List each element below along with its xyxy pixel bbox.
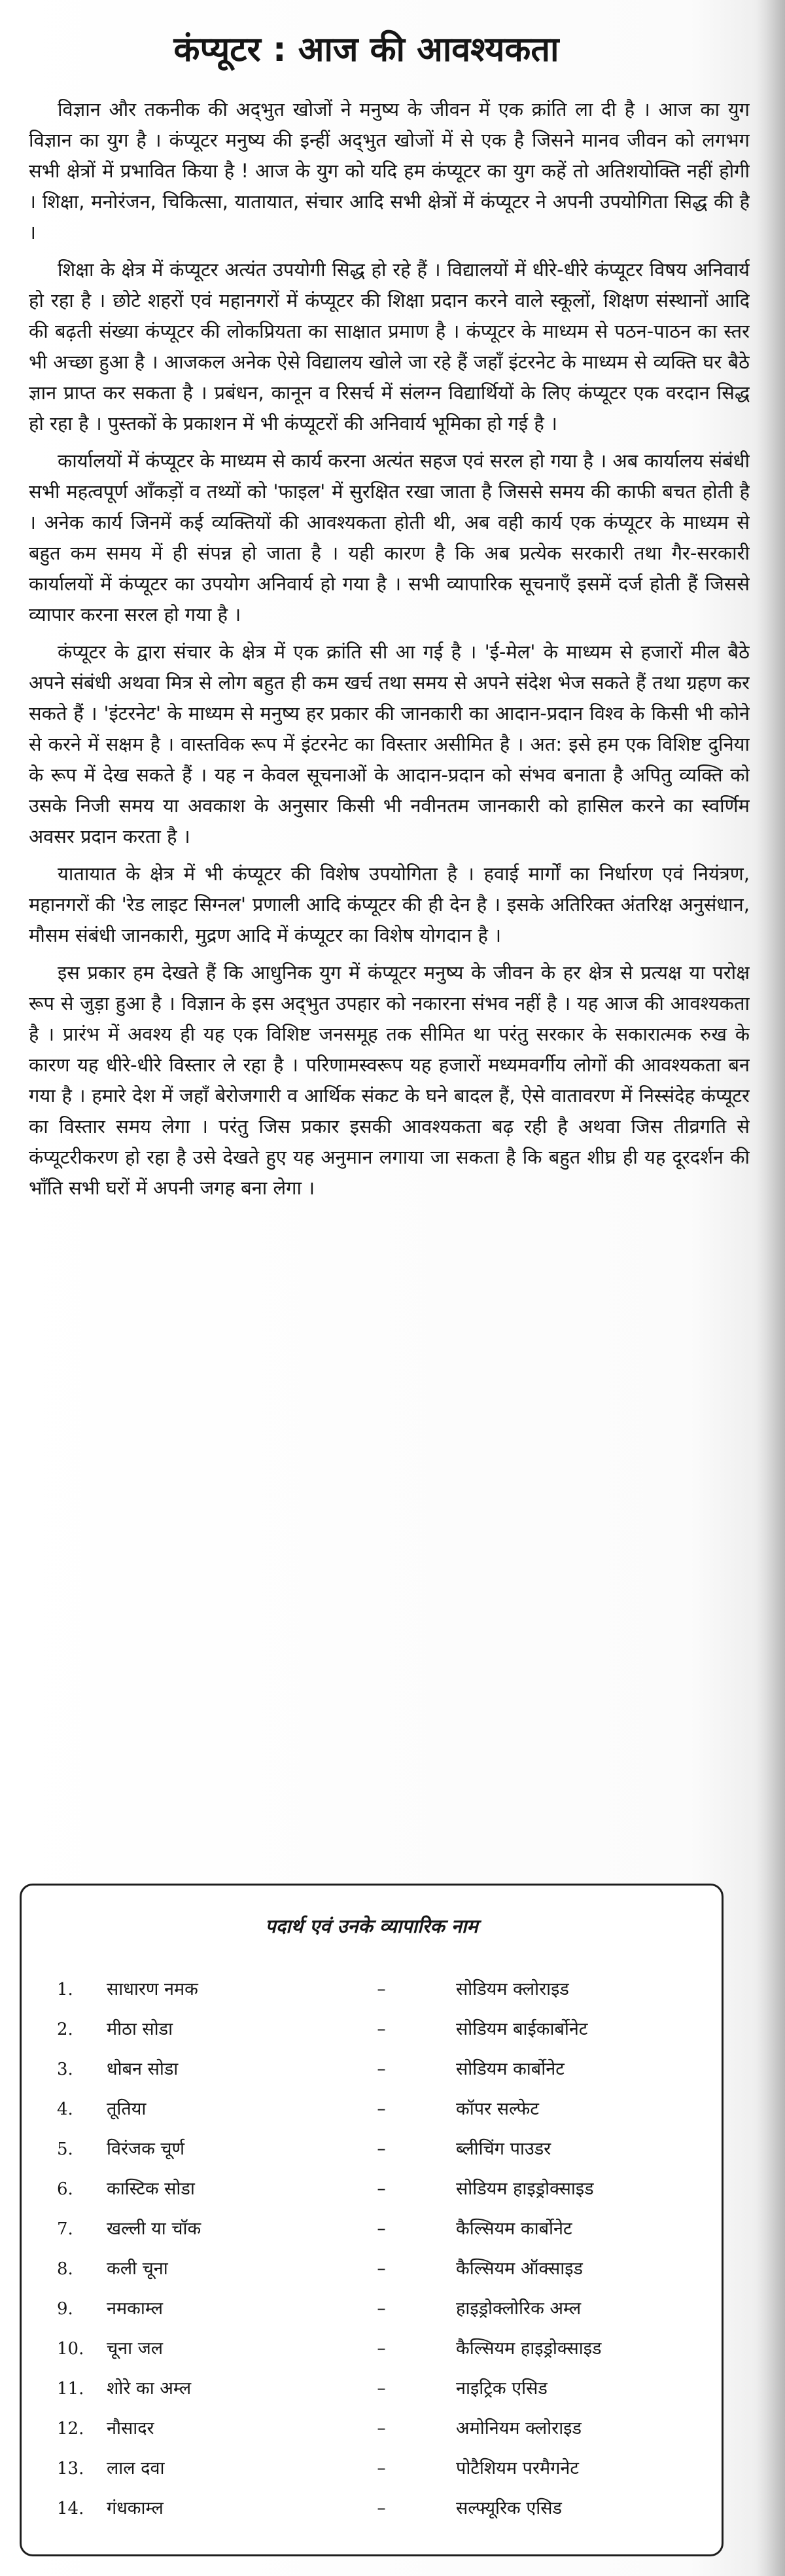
row-number: 5. bbox=[57, 2139, 73, 2159]
page-title: कंप्यूटर : आज की आवश्यकता bbox=[173, 30, 559, 69]
article-paragraph-2: शिक्षा के क्षेत्र में कंप्यूटर अत्यंत उपयोगी सिद्ध हो रहे हैं । विद्यालयों में धीरे-धीरे कंप्यूटर विषय अनिवार्य हो रहा है । छोटे शहरों एवं महानगरों में कंप्यूटर की शिक्षा प्रदान करने वाले स्कूलों, शिक्षण संस्थानों आदि की बढ़ती संख्या कंप्यूटर की लोकप्रियता का साक्षात प्रमाण है । कंप्यूटर के माध्यम से पठन-पाठन का स्तर भी अच्छा हुआ है । आजकल अनेक ऐसे विद्यालय खोले जा रहे हैं जहाँ इंटरनेट के माध्यम से व्यक्ति घर बैठे ज्ञान प्राप्त कर सकता है । प्रबंधन, कानून व रिसर्च में संलग्न विद्यार्थियों के लिए कंप्यूटर एक वरदान सिद्ध हो रहा है । पुस्तकों के प्रकाशन में भी कंप्यूटरों की अनिवार्य भूमिका हो गई है । bbox=[29, 259, 750, 435]
article-paragraph-4: कंप्यूटर के द्वारा संचार के क्षेत्र में एक क्रांति सी आ गई है । 'ई-मेल' के माध्यम से हजारों मील बैठे अपने संबंधी अथवा मित्र से लोग बहुत ही कम खर्च तथा समय से अपने संदेश भेज सकते हैं तथा ग्रहण कर सकते हैं । 'इंटरनेट' के माध्यम से मनुष्य हर प्रकार की जानकारी का आदान-प्रदान विश्व के किसी भी कोने से करने में सक्षम है । वास्तविक रूप में इंटरनेट का विस्तार असीमित है । अत: इसे हम एक विशिष्ट दुनिया के रूप में देख सकते हैं । यह न केवल सूचनाओं के आदान-प्रदान को संभव बनाता है अपितु व्यक्ति को उसके निजी समय या अवकाश के अनुसार किसी भी नवीनतम जानकारी को हासिल करने का स्वर्णिम अवसर प्रदान करता है । bbox=[29, 641, 750, 848]
article-paragraph-6: इस प्रकार हम देखते हैं कि आधुनिक युग में कंप्यूटर मनुष्य के जीवन के हर क्षेत्र से प्रत्यक्ष या परोक्ष रूप से जुड़ा हुआ है । विज्ञान के इस अद्‌भुत उपहार को नकारना संभव नहीं है । यह आज की आवश्यकता है । प्रारंभ में अवश्य ही यह एक विशिष्ट जनसमूह तक सीमित था परंतु सरकार के सकारात्मक रुख के कारण यह धीरे-धीरे विस्तार ले रहा है । परिणामस्वरूप यह हजारों मध्यमवर्गीय लोगों की आवश्यकता बन गया है । हमारे देश में जहाँ बेरोजगारी व आर्थिक संकट के घने बादल हैं, ऐसे वातावरण में निस्संदेह कंप्यूटर का विस्तार समय लेगा । परंतु जिस प्रकार इसकी आवश्यकता बढ़ रही है अथवा जिस तीव्रगति से कंप्यूटरीकरण हो रहा है उसे देखते हुए यह अनुमान लगाया जा सकता है कि बहुत शीघ्र ही यह दूरदर्शन की भाँति सभी घरों में अपनी जगह बना लेगा । bbox=[29, 961, 750, 1199]
substance-name: कली चूना bbox=[107, 2258, 168, 2279]
substance-name: साधारण नमक bbox=[107, 1978, 198, 1999]
commercial-names-box bbox=[20, 1884, 724, 2556]
table-row bbox=[57, 2209, 686, 2249]
substance-name: नमकाम्ल bbox=[107, 2298, 164, 2319]
row-number: 7. bbox=[57, 2219, 73, 2239]
substance-name: गंधकाम्ल bbox=[107, 2497, 164, 2518]
table-row bbox=[57, 2369, 686, 2408]
substance-name: विरंजक चूर्ण bbox=[107, 2138, 185, 2159]
table-row bbox=[57, 2289, 686, 2329]
chemical-name: ब्लीचिंग पाउडर bbox=[456, 2138, 551, 2159]
table-row bbox=[57, 1969, 686, 2009]
chemical-name: हाइड्रोक्लोरिक अम्ल bbox=[456, 2298, 582, 2319]
table-row bbox=[57, 2009, 686, 2049]
chemical-name: कैल्सियम कार्बोनेट bbox=[456, 2218, 572, 2239]
separator-dash: – bbox=[377, 2218, 386, 2239]
substance-name: खल्ली या चॉक bbox=[107, 2218, 201, 2239]
chemical-name: सल्फ्यूरिक एसिड bbox=[456, 2497, 562, 2518]
commercial-names-title: पदार्थ एवं उनके व्यापारिक नाम bbox=[265, 1915, 478, 1937]
chemical-name: सोडियम बाईकार्बोनेट bbox=[456, 2018, 588, 2039]
separator-dash: – bbox=[377, 2018, 386, 2039]
article-paragraph-5: यातायात के क्षेत्र में भी कंप्यूटर की विशेष उपयोगिता है । हवाई मार्गों का निर्धारण एवं नियंत्रण, महानगरों की 'रेड लाइट सिग्नल' प्रणाली आदि कंप्यूटर की ही देन है । इसके अतिरिक्त अंतरिक्ष अनुसंधान, मौसम संबंधी जानकारी, मुद्रण आदि में कंप्यूटर का विशेष योगदान है । bbox=[29, 863, 750, 946]
separator-dash: – bbox=[377, 2418, 386, 2439]
page-edge-shadow bbox=[758, 0, 785, 2576]
separator-dash: – bbox=[377, 2338, 386, 2359]
separator-dash: – bbox=[377, 2378, 386, 2399]
substance-name: लाल दवा bbox=[107, 2458, 165, 2478]
table-row bbox=[57, 2129, 686, 2169]
row-number: 6. bbox=[57, 2179, 73, 2199]
separator-dash: – bbox=[377, 2138, 386, 2159]
article-paragraph-1: विज्ञान और तकनीक की अद्‌भुत खोजों ने मनुष्य के जीवन में एक क्रांति ला दी है । आज का युग विज्ञान का युग है । कंप्यूटर मनुष्य की इन्हीं अद्‌भुत खोजों में से एक है जिसने मानव जीवन को लगभग सभी क्षेत्रों में प्रभावित किया है ! आज के युग को यदि हम कंप्यूटर का युग कहें तो अतिशयोक्ति नहीं होगी । शिक्षा, मनोरंजन, चिकित्सा, यातायात, संचार आदि सभी क्षेत्रों में कंप्यूटर ने अपनी उपयोगिता सिद्ध की है । bbox=[29, 98, 750, 243]
chemical-name: नाइट्रिक एसिड bbox=[456, 2378, 548, 2399]
substance-name: चूना जल bbox=[107, 2338, 164, 2359]
row-number: 13. bbox=[57, 2458, 84, 2478]
row-number: 10. bbox=[57, 2338, 84, 2359]
row-number: 12. bbox=[57, 2418, 84, 2439]
chemical-name: सोडियम कार्बोनेट bbox=[456, 2058, 565, 2079]
table-row bbox=[57, 2329, 686, 2369]
article-paragraph-3: कार्यालयों में कंप्यूटर के माध्यम से कार्य करना अत्यंत सहज एवं सरल हो गया है । अब कार्यालय संबंधी सभी महत्वपूर्ण आँकड़ों व तथ्यों को 'फाइल' में सुरक्षित रखा जाता है जिससे समय की काफी बचत होती है । अनेक कार्य जिनमें कई व्यक्तियों की आवश्यकता होती थी, अब वही कार्य एक कंप्यूटर के माध्यम से बहुत कम समय में ही संपन्न हो जाता है । यही कारण है कि अब प्रत्येक सरकारी तथा गैर-सरकारी कार्यालयों में कंप्यूटर का उपयोग अनिवार्य हो गया है । सभी व्यापारिक सूचनाएँ इसमें दर्ज होती हैं जिससे व्यापार करना सरल हो गया है । bbox=[29, 450, 750, 626]
table-row bbox=[57, 2249, 686, 2289]
substance-name: धोबन सोडा bbox=[107, 2058, 179, 2079]
table-row bbox=[57, 2049, 686, 2089]
chemical-name: सोडियम क्लोराइड bbox=[456, 1978, 569, 1999]
row-number: 1. bbox=[57, 1979, 73, 1999]
table-row bbox=[57, 2089, 686, 2129]
separator-dash: – bbox=[377, 1978, 386, 1999]
chemical-name: अमोनियम क्लोराइड bbox=[456, 2418, 582, 2439]
row-number: 4. bbox=[57, 2099, 73, 2119]
substance-name: तूतिया bbox=[107, 2098, 147, 2119]
chemical-name: कॉपर सल्फेट bbox=[456, 2098, 539, 2119]
separator-dash: – bbox=[377, 2098, 386, 2119]
table-row bbox=[57, 2488, 686, 2528]
commercial-names-table bbox=[57, 1969, 686, 2532]
separator-dash: – bbox=[377, 2258, 386, 2279]
row-number: 3. bbox=[57, 2059, 73, 2079]
table-row bbox=[57, 2448, 686, 2488]
row-number: 9. bbox=[57, 2299, 73, 2319]
substance-name: कास्टिक सोडा bbox=[107, 2178, 195, 2199]
chemical-name: कैल्सियम हाइड्रोक्साइड bbox=[456, 2338, 602, 2359]
row-number: 11. bbox=[57, 2378, 84, 2399]
row-number: 14. bbox=[57, 2498, 84, 2518]
separator-dash: – bbox=[377, 2178, 386, 2199]
substance-name: नौसादर bbox=[107, 2418, 154, 2439]
chemical-name: कैल्सियम ऑक्साइड bbox=[456, 2258, 583, 2279]
chemical-name: सोडियम हाइड्रोक्साइड bbox=[456, 2178, 594, 2199]
separator-dash: – bbox=[377, 2497, 386, 2518]
separator-dash: – bbox=[377, 2058, 386, 2079]
separator-dash: – bbox=[377, 2298, 386, 2319]
row-number: 8. bbox=[57, 2259, 73, 2279]
substance-name: मीठा सोडा bbox=[107, 2018, 173, 2039]
table-row bbox=[57, 2169, 686, 2209]
separator-dash: – bbox=[377, 2458, 386, 2478]
chemical-name: पोटैशियम परमैगनेट bbox=[456, 2458, 579, 2478]
table-row bbox=[57, 2408, 686, 2448]
article-body bbox=[29, 94, 750, 1822]
row-number: 2. bbox=[57, 2019, 73, 2039]
substance-name: शोरे का अम्ल bbox=[107, 2378, 192, 2399]
